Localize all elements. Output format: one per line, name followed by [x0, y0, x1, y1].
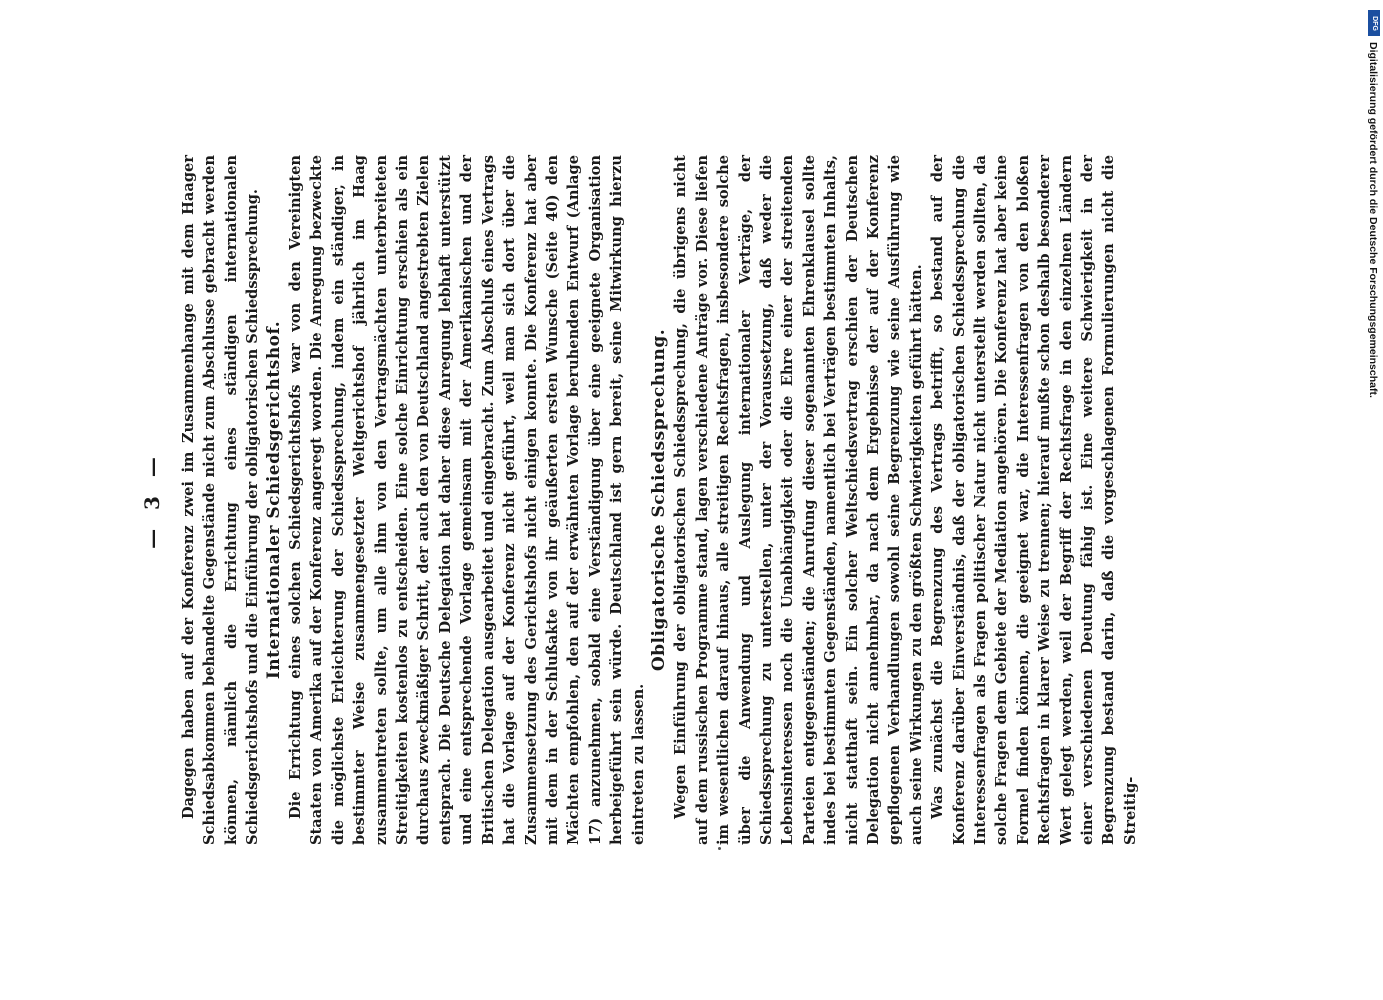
section-heading-schiedssprechung: Obligatorische Schiedssprechung.: [648, 328, 669, 672]
dfg-logo: [1368, 10, 1380, 36]
paragraph-schiedsgerichtshof: Die Errichtung eines solchen Schiedsgerichtshofs war von den Vereinigten Staaten von Amerika auf der Konferenz angeregt worden. Die Anregung bezweckte die möglichste Erleichterung der Schiedssprechung, indem ein ständiger, in bestimmter Weise zusammengesetzter Weltgerichtshof jährlich im Haag zusammentreten sollte, um alle ihm von den Vertragsmächten unterbreiteten Streitigkeiten kostenlos zu entscheiden. Eine solche Einrichtung erschien als ein durchaus zweckmäßiger Schritt, der auch den von Deutschland angestrebten Zielen entsprach. Die Deutsche Delegation hat daher diese Anregung lebhaft unterstützt und eine entsprechende Vorlage gemeinsam mit der Amerikanischen und der Britischen Delegation ausgearbeitet und eingebracht. Zum Abschluß eines Vertrags hat die Vorlage auf der Konferenz nicht geführt, weil man sich dort über die Zusammensetzung des Gerichtshofs nicht einigen konnte. Die Konferenz hat aber mit dem in der Schlußakte von ihr geäußerten ersten Wunsche (Seite 40) den Mächten empfohlen, den auf der erwähnten Vorlage beruhenden Entwurf (Anlage 17) anzunehmen, sobald eine Verständigung über eine geeignete Organisation herbeigeführt sein würde. Deutschland ist gern bereit, seine Mitwirkung hierzu eintreten zu lassen.: [287, 155, 647, 845]
section-heading-schiedsgerichtshof: Internationaler Schiedsgerichtshof.: [263, 320, 284, 680]
paragraph-schiedssprechung: Wegen Einführung der obligatorischen Schiedssprechung, die übrigens nicht auf dem russischen Programme stand, lagen verschiedene Anträge vor. Diese liefen im wesentlichen darauf hinaus, alle streitigen Rechtsfragen, insbesondere solche über die Anwendung und Auslegung internationaler Verträge, der Schiedssprechung zu unterstellen, unter der Voraussetzung, daß weder die Lebensinteressen noch die Unabhängigkeit oder die Ehre einer der streitenden Parteien entgegenständen; die Anrufung dieser sogenannten Ehrenklausel sollte indes bei bestimmten Gegenständen, namentlich bei Verträgen bestimmten Inhalts, nicht statthaft sein. Ein solcher Weltschiedsvertrag erschien der Deutschen Delegation nicht annehmbar, da nach dem Ergebnisse der auf der Konferenz gepflogenen Verhandlungen sowohl seine Begrenzung wie seine Ausführung wie auch seine Wirkungen zu den größten Schwierigkeiten geführt hätten.: [672, 155, 925, 845]
dfg-logo-text: DFG: [1370, 15, 1378, 31]
credit-text: Digitalisierung gefördert durch die Deutsche Forschungsgemeinschaft.: [1367, 42, 1379, 398]
paragraph-begrenzung: Was zunächst die Begrenzung des Vertrags betrifft, so bestand auf der Konferenz darüber Einverständnis, daß der obligatorischen Schiedssprechung die Interessenfragen als Fragen politischer Natur nicht unterstellt werden sollten, da solche Fragen dem Gebiete der Mediation angehören. Die Konferenz hat aber keine Formel finden können, die geeignet war, die Interessenfragen von den bloßen Rechtsfragen in klarer Weise zu trennen; hierauf mußte schon deshalb besonderer Wert gelegt werden, weil der Begriff der Rechtsfrage in den einzelnen Ländern einer verschiedenen Deutung fähig ist. Eine weitere Schwierigkeit in der Begrenzung bestand darin, daß die vorgeschlagenen Formulierungen nicht die Streitig-: [929, 155, 1139, 845]
document-body: [178, 155, 1141, 845]
scan-artifact-dot: [718, 847, 721, 850]
page-number: — 3 —: [140, 451, 164, 549]
digitization-credit: [1365, 42, 1381, 422]
paragraph-intro: Dagegen haben auf der Konferenz zwei im Zusammenhange mit dem Haager Schiedsabkommen behandelte Gegenstände nicht zum Abschlusse gebracht werden können, nämlich die Errichtung eines ständigen internationalen Schiedsgerichtshofs und die Einführung der obligatorischen Schiedssprechung.: [180, 155, 262, 845]
rotated-page-content: [140, 155, 1260, 845]
